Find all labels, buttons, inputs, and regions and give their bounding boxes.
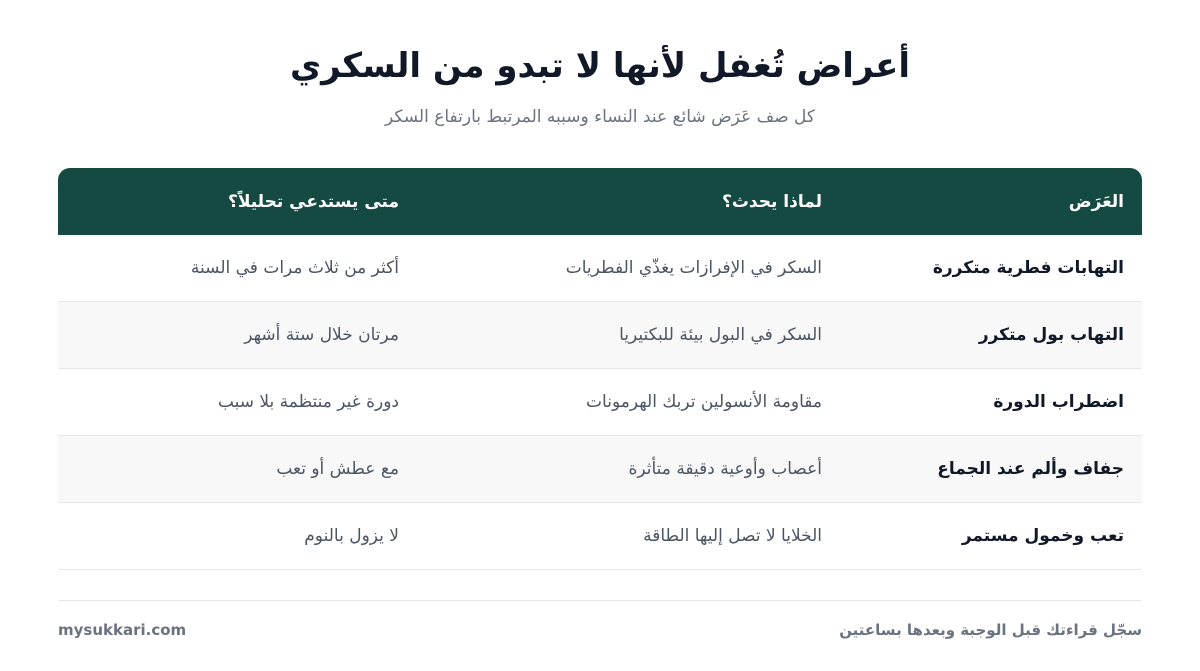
footer-divider	[58, 600, 1142, 601]
cell-why: السكر في الإفرازات يغذّي الفطريات	[565, 258, 822, 278]
header-why: لماذا يحدث؟	[721, 191, 822, 212]
cell-symptom: التهاب بول متكرر	[978, 325, 1124, 345]
header-symptom: العَرَض	[1068, 191, 1124, 212]
header-when: متى يستدعي تحليلاً؟	[227, 191, 399, 212]
table-row	[58, 302, 1142, 369]
cell-why: الخلايا لا تصل إليها الطاقة	[643, 526, 822, 546]
cell-why: مقاومة الأنسولين تربك الهرمونات	[586, 392, 822, 412]
table-row	[58, 369, 1142, 436]
table-header-row	[58, 168, 1142, 235]
cell-symptom: جفاف وألم عند الجماع	[937, 459, 1124, 479]
cell-when: مع عطش أو تعب	[276, 459, 399, 479]
footer-site: mysukkari.com	[58, 621, 187, 639]
cell-when: دورة غير منتظمة بلا سبب	[217, 392, 399, 412]
cell-when: أكثر من ثلاث مرات في السنة	[190, 258, 399, 278]
page-subtitle: كل صف عَرَض شائع عند النساء وسببه المرتبط بارتفاع السكر	[384, 107, 816, 127]
cell-when: مرتان خلال ستة أشهر	[244, 325, 399, 345]
cell-symptom: التهابات فطرية متكررة	[932, 258, 1124, 278]
cell-why: أعصاب وأوعية دقيقة متأثرة	[628, 459, 822, 479]
cell-why: السكر في البول بيئة للبكتيريا	[619, 325, 822, 345]
table-row	[58, 436, 1142, 503]
footer-note: سجّل قراءتك قبل الوجبة وبعدها بساعتين	[839, 621, 1142, 639]
symptoms-table	[58, 168, 1142, 570]
page-title: أعراض تُغفل لأنها لا تبدو من السكري	[289, 46, 910, 86]
cell-symptom: اضطراب الدورة	[993, 392, 1124, 412]
cell-symptom: تعب وخمول مستمر	[961, 526, 1124, 546]
table-row	[58, 235, 1142, 302]
cell-when: لا يزول بالنوم	[304, 526, 399, 546]
table-row	[58, 503, 1142, 570]
